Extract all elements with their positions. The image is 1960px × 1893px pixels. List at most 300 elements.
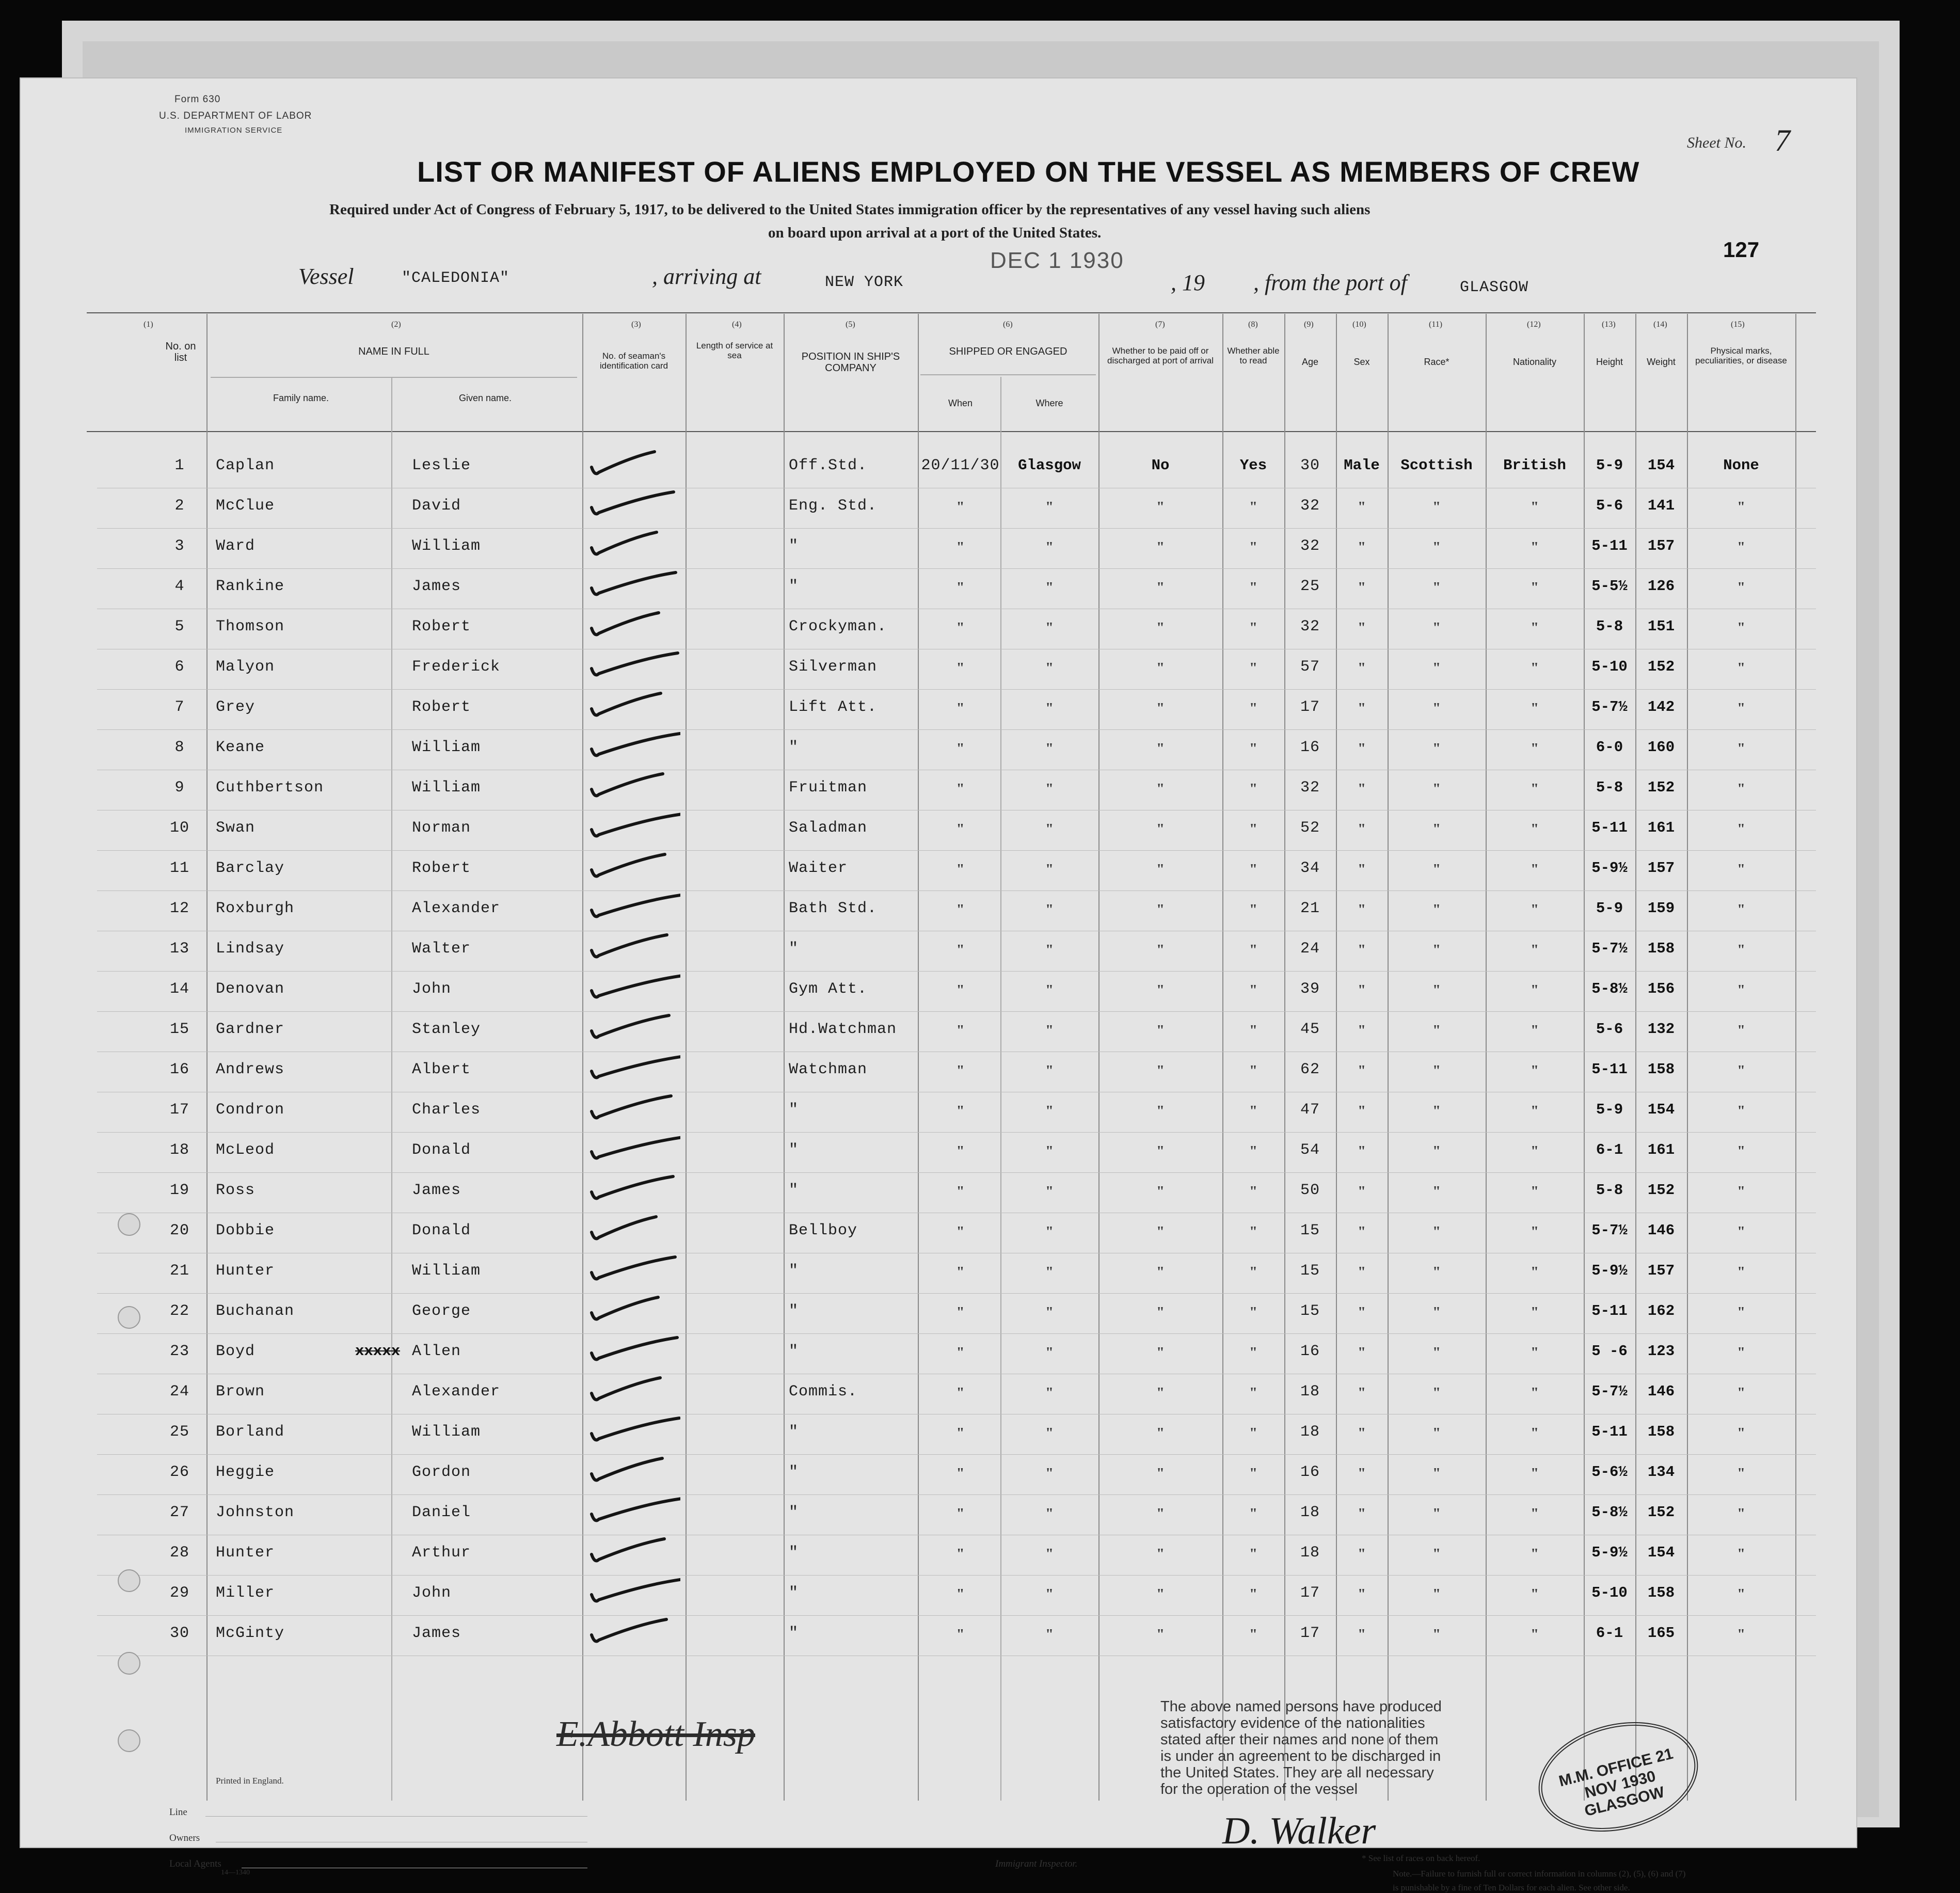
col-head-no: No. on list (165, 341, 196, 363)
col-head-weight: Weight (1647, 357, 1676, 367)
stamp-text: M.M. OFFICE 21 NOV 1930 GLASGOW (1557, 1745, 1675, 1820)
ditto-mark: " (956, 1586, 965, 1602)
ditto-mark: " (1531, 701, 1539, 717)
ditto-mark: " (1432, 741, 1441, 757)
ditto-mark: " (1432, 660, 1441, 676)
from-port: GLASGOW (1460, 279, 1529, 296)
ditto-mark: " (1156, 1627, 1165, 1643)
family-name: Miller (216, 1584, 275, 1602)
age: 32 (1300, 497, 1320, 515)
ditto-mark: " (1249, 982, 1257, 998)
ditto-mark: " (1358, 1466, 1366, 1482)
family-name: Hunter (216, 1262, 275, 1280)
check-mark-icon (587, 1171, 680, 1207)
ditto-mark: " (1737, 539, 1745, 555)
height: 5-6 (1596, 1021, 1623, 1038)
age: 30 (1300, 457, 1320, 474)
ditto-mark: " (1249, 1184, 1257, 1200)
ditto-mark: " (1249, 1103, 1257, 1119)
age: 52 (1300, 819, 1320, 837)
col-head-shipped: SHIPPED OR ENGAGED (949, 346, 1067, 357)
age: 62 (1300, 1061, 1320, 1078)
ditto-mark: " (1531, 862, 1539, 878)
ditto-mark: " (1249, 1143, 1257, 1159)
name-divider (391, 377, 392, 1801)
ditto-mark: " (1432, 1546, 1441, 1562)
check-mark-icon (587, 1493, 680, 1530)
col-head-name: NAME IN FULL (358, 346, 429, 357)
family-name: Boyd (216, 1343, 256, 1360)
ditto-mark: " (1531, 1345, 1539, 1361)
col-num-4: (4) (732, 320, 742, 329)
row-number: 30 (169, 1625, 189, 1642)
ditto-mark: " (1045, 660, 1054, 676)
family-name: Barclay (216, 860, 285, 877)
height: 6-0 (1596, 739, 1623, 756)
age: 18 (1300, 1544, 1320, 1562)
row-rule (97, 1454, 1816, 1455)
ditto-mark: " (956, 620, 965, 636)
position: Bath Std. (789, 900, 878, 917)
row-number: 24 (169, 1383, 189, 1401)
ditto-mark: " (956, 1023, 965, 1039)
check-mark-icon (587, 1091, 680, 1127)
ditto-mark: " (1531, 1143, 1539, 1159)
date-stamp: DEC 1 1930 (990, 248, 1124, 273)
ditto-mark: " (1432, 1506, 1441, 1522)
given-name: Robert (412, 698, 471, 716)
age: 47 (1300, 1101, 1320, 1119)
height: 5-8 (1596, 779, 1623, 796)
ditto-mark: " (1249, 1385, 1257, 1401)
ditto-mark: " (956, 1385, 965, 1401)
col-head-service: Length of service at sea (696, 341, 773, 360)
col-head-marks: Physical marks, peculiarities, or disease (1695, 346, 1787, 365)
ditto-mark: " (1156, 821, 1165, 837)
ditto-mark: " (1432, 620, 1441, 636)
col-num-9: (9) (1304, 320, 1314, 329)
able-to-read: Yes (1239, 457, 1267, 474)
col-head-where: Where (1035, 398, 1063, 408)
col-divider-12 (1584, 314, 1585, 1801)
binder-hole (118, 1652, 140, 1675)
weight: 134 (1647, 1464, 1675, 1481)
master-signature: D. Walker (1222, 1810, 1376, 1852)
ditto-mark: " (1156, 1184, 1165, 1200)
ditto-mark: " (1156, 1103, 1165, 1119)
height: 5-11 (1591, 1061, 1628, 1078)
family-name: Swan (216, 819, 256, 837)
position: " (789, 1464, 799, 1481)
family-name: Denovan (216, 980, 285, 998)
ditto-mark: " (1249, 1586, 1257, 1602)
height: 5-7½ (1591, 1222, 1628, 1239)
ditto-mark: " (1432, 1385, 1441, 1401)
ditto-mark: " (1737, 781, 1745, 797)
weight: 157 (1647, 1262, 1675, 1279)
ditto-mark: " (1249, 1023, 1257, 1039)
ditto-mark: " (1432, 862, 1441, 878)
sheet-label: Sheet No. (1687, 134, 1746, 151)
position: " (789, 940, 799, 958)
ditto-mark: " (1156, 942, 1165, 958)
struck-text: xxxxx (355, 1343, 401, 1360)
col-head-age: Age (1301, 357, 1319, 367)
ditto-mark: " (1531, 1224, 1539, 1240)
ditto-mark: " (1156, 580, 1165, 596)
check-mark-icon (587, 1574, 680, 1610)
ditto-mark: " (1045, 821, 1054, 837)
vessel-label: Vessel (298, 264, 354, 289)
age: 34 (1300, 860, 1320, 877)
ditto-mark: " (1249, 1506, 1257, 1522)
check-mark-icon (587, 1051, 680, 1087)
ditto-mark: " (1249, 701, 1257, 717)
name-subheader-rule (211, 377, 577, 378)
ditto-mark: " (956, 1425, 965, 1441)
given-name: Walter (412, 940, 471, 958)
check-mark-icon (587, 1010, 680, 1046)
ditto-mark: " (1737, 741, 1745, 757)
ditto-mark: " (1156, 781, 1165, 797)
ditto-mark: " (1531, 982, 1539, 998)
ditto-mark: " (1156, 1023, 1165, 1039)
ditto-mark: " (1737, 942, 1745, 958)
ditto-mark: " (1531, 781, 1539, 797)
ditto-mark: " (956, 660, 965, 676)
ditto-mark: " (956, 902, 965, 918)
row-number: 20 (169, 1222, 189, 1239)
age: 16 (1300, 1343, 1320, 1360)
position: " (789, 1584, 799, 1602)
given-name: Robert (412, 618, 471, 635)
office-stamp (1527, 1706, 1710, 1848)
inspector-signature: E.Abbott Insp (556, 1714, 755, 1754)
ditto-mark: " (1156, 701, 1165, 717)
col-divider-9 (1336, 314, 1337, 1801)
row-number: 8 (174, 739, 185, 756)
position: " (789, 1343, 799, 1360)
age: 32 (1300, 537, 1320, 555)
ditto-mark: " (1737, 1385, 1745, 1401)
ditto-mark: " (1156, 1224, 1165, 1240)
position: Silverman (789, 658, 878, 676)
ditto-mark: " (1156, 539, 1165, 555)
ditto-mark: " (1432, 1345, 1441, 1361)
row-number: 22 (169, 1302, 189, 1320)
ditto-mark: " (1531, 741, 1539, 757)
height: 5-9½ (1591, 860, 1628, 877)
given-name: William (412, 1262, 481, 1280)
check-mark-icon (587, 1131, 680, 1167)
from-port-label: , from the port of (1253, 270, 1407, 295)
check-mark-icon (587, 849, 680, 885)
manifest-sheet (20, 77, 1857, 1892)
ditto-mark: " (1432, 902, 1441, 918)
master-statement (1160, 1698, 1442, 1797)
row-number: 2 (174, 497, 185, 515)
row-rule (97, 689, 1816, 690)
position: Fruitman (789, 779, 868, 797)
ditto-mark: " (956, 781, 965, 797)
col-divider-15 (1795, 314, 1796, 1801)
position: Commis. (789, 1383, 858, 1401)
col-divider-14 (1687, 314, 1688, 1801)
given-name: James (412, 1182, 461, 1199)
ditto-mark: " (1737, 499, 1745, 515)
ditto-mark: " (1045, 982, 1054, 998)
ditto-mark: " (1737, 1264, 1745, 1280)
ditto-mark: " (1432, 1627, 1441, 1643)
ditto-mark: " (1358, 1345, 1366, 1361)
weight: 151 (1647, 618, 1675, 635)
weight: 132 (1647, 1021, 1675, 1038)
ditto-mark: " (956, 982, 965, 998)
family-name: Hunter (216, 1544, 275, 1562)
row-number: 5 (174, 618, 185, 635)
col-num-7: (7) (1155, 320, 1165, 329)
col-head-height: Height (1596, 357, 1623, 367)
ditto-mark: " (1249, 1466, 1257, 1482)
weight: 123 (1647, 1343, 1675, 1360)
ditto-mark: " (956, 1264, 965, 1280)
ditto-mark: " (1249, 499, 1257, 515)
table-header-rule (87, 431, 1816, 432)
ditto-mark: " (1432, 781, 1441, 797)
row-number: 14 (169, 980, 189, 998)
given-name: William (412, 739, 481, 756)
ditto-mark: " (1249, 1063, 1257, 1079)
given-name: William (412, 779, 481, 797)
row-number: 6 (174, 658, 185, 676)
check-mark-icon (587, 1292, 680, 1328)
statement-line: satisfactory evidence of the nationalities (1160, 1715, 1425, 1731)
ditto-mark: " (1432, 1063, 1441, 1079)
ditto-mark: " (1045, 1305, 1054, 1321)
height: 5-9½ (1591, 1544, 1628, 1561)
weight: 146 (1647, 1383, 1675, 1400)
ditto-mark: " (1358, 499, 1366, 515)
ditto-mark: " (1432, 1305, 1441, 1321)
ditto-mark: " (1737, 1224, 1745, 1240)
weight: 154 (1647, 1544, 1675, 1561)
check-mark-icon (587, 728, 680, 765)
check-mark-icon (587, 769, 680, 805)
given-name: John (412, 980, 452, 998)
ditto-mark: " (1249, 1224, 1257, 1240)
inspector-label: Immigrant Inspector. (995, 1858, 1078, 1869)
ditto-mark: " (1045, 1023, 1054, 1039)
nationality: British (1503, 457, 1566, 474)
statement-line: for the operation of the vessel (1160, 1781, 1358, 1797)
check-mark-icon (587, 567, 680, 603)
binder-hole (118, 1306, 140, 1329)
ditto-mark: " (1432, 1466, 1441, 1482)
family-name: Johnston (216, 1504, 295, 1521)
family-name: Cuthbertson (216, 779, 324, 797)
line-rule (205, 1816, 587, 1817)
family-name: Grey (216, 698, 256, 716)
family-name: Ross (216, 1182, 256, 1199)
position: " (789, 739, 799, 756)
check-mark-icon (587, 527, 680, 563)
shipped-when: 20/11/30 (921, 457, 1000, 474)
ditto-mark: " (1249, 539, 1257, 555)
ditto-mark: " (1045, 902, 1054, 918)
col-divider-3 (686, 314, 687, 1801)
height: 5-9 (1596, 1101, 1623, 1118)
ditto-mark: " (1156, 1385, 1165, 1401)
ditto-mark: " (1531, 1506, 1539, 1522)
col-head-family: Family name. (273, 393, 329, 403)
col-head-read: Whether able to read (1227, 346, 1280, 365)
row-rule (97, 1615, 1816, 1616)
height: 5-7½ (1591, 698, 1628, 715)
height: 6-1 (1596, 1625, 1623, 1642)
check-mark-icon (587, 1614, 680, 1650)
row-rule (97, 729, 1816, 730)
weight: 142 (1647, 698, 1675, 715)
ditto-mark: " (1156, 902, 1165, 918)
ditto-mark: " (1156, 1264, 1165, 1280)
ditto-mark: " (1045, 942, 1054, 958)
position: " (789, 537, 799, 555)
age: 39 (1300, 980, 1320, 998)
statement-line: is under an agreement to be discharged in (1160, 1748, 1441, 1764)
row-number: 23 (169, 1343, 189, 1360)
form-code: 14—1340 (221, 1869, 250, 1876)
col-num-5: (5) (846, 320, 855, 329)
given-name: John (412, 1584, 452, 1602)
given-name: Robert (412, 860, 471, 877)
weight: 156 (1647, 980, 1675, 997)
row-number: 11 (169, 860, 189, 877)
ditto-mark: " (1531, 1264, 1539, 1280)
ditto-mark: " (1737, 1546, 1745, 1562)
col-num-6: (6) (1003, 320, 1013, 329)
col-divider-8 (1284, 314, 1285, 1801)
col-head-sex: Sex (1353, 357, 1370, 367)
ditto-mark: " (1358, 701, 1366, 717)
given-name: Donald (412, 1141, 471, 1159)
position: " (789, 1423, 799, 1441)
row-number: 9 (174, 779, 185, 797)
position: " (789, 1302, 799, 1320)
row-number: 16 (169, 1061, 189, 1078)
binder-hole (118, 1569, 140, 1592)
age: 17 (1300, 1584, 1320, 1602)
page-number: 127 (1723, 237, 1760, 262)
ditto-mark: " (1249, 1345, 1257, 1361)
ditto-mark: " (1531, 1425, 1539, 1441)
family-name: Thomson (216, 618, 285, 635)
ditto-mark: " (1358, 1546, 1366, 1562)
ditto-mark: " (1156, 1345, 1165, 1361)
department-label: U.S. DEPARTMENT OF LABOR (159, 110, 312, 121)
ditto-mark: " (1432, 1586, 1441, 1602)
ditto-mark: " (956, 1184, 965, 1200)
printed-in-england: Printed in England. (216, 1776, 284, 1786)
col-head-position: POSITION IN SHIP'S COMPANY (801, 351, 900, 374)
family-name: Dobbie (216, 1222, 275, 1239)
col-num-15: (15) (1731, 320, 1745, 329)
given-name: Charles (412, 1101, 481, 1119)
height: 5-5½ (1591, 578, 1628, 595)
paid-off: No (1151, 457, 1170, 474)
physical-marks: None (1723, 457, 1759, 474)
ditto-mark: " (1045, 862, 1054, 878)
ditto-mark: " (1737, 1103, 1745, 1119)
given-name: James (412, 578, 461, 595)
height: 5 -6 (1591, 1343, 1628, 1360)
height: 5-9 (1596, 900, 1623, 917)
family-name: Brown (216, 1383, 265, 1401)
age: 16 (1300, 1464, 1320, 1481)
ditto-mark: " (1249, 1305, 1257, 1321)
ditto-mark: " (1358, 1305, 1366, 1321)
service-label: IMMIGRATION SERVICE (185, 126, 283, 135)
height: 5-8 (1596, 618, 1623, 635)
given-name: Alexander (412, 900, 501, 917)
given-name: Frederick (412, 658, 501, 676)
ditto-mark: " (1156, 660, 1165, 676)
col-num-3: (3) (631, 320, 641, 329)
ditto-mark: " (1249, 902, 1257, 918)
ditto-mark: " (956, 539, 965, 555)
ditto-mark: " (1045, 580, 1054, 596)
col-head-paid-off: Whether to be paid off or discharged at port of arrival (1107, 346, 1214, 365)
ditto-mark: " (1531, 902, 1539, 918)
col-num-13: (13) (1602, 320, 1616, 329)
ditto-mark: " (956, 1466, 965, 1482)
ditto-mark: " (1249, 821, 1257, 837)
ditto-mark: " (1156, 1425, 1165, 1441)
ditto-mark: " (1045, 701, 1054, 717)
weight: 159 (1647, 900, 1675, 917)
ditto-mark: " (1249, 660, 1257, 676)
ditto-mark: " (1358, 1627, 1366, 1643)
position: " (789, 1504, 799, 1521)
ditto-mark: " (1737, 1627, 1745, 1643)
height: 5-8½ (1591, 980, 1628, 997)
ditto-mark: " (1045, 1063, 1054, 1079)
ditto-mark: " (956, 1345, 965, 1361)
ditto-mark: " (1045, 499, 1054, 515)
weight: 154 (1647, 457, 1675, 474)
ditto-mark: " (1045, 1103, 1054, 1119)
row-number: 19 (169, 1182, 189, 1199)
row-rule (97, 1132, 1816, 1133)
family-name: Buchanan (216, 1302, 295, 1320)
shipped-where: Glasgow (1018, 457, 1081, 474)
family-name: Roxburgh (216, 900, 295, 917)
position: " (789, 1182, 799, 1199)
check-mark-icon (587, 1212, 680, 1248)
position: " (789, 1141, 799, 1159)
family-name: Malyon (216, 658, 275, 676)
position: Crockyman. (789, 618, 887, 635)
position: Lift Att. (789, 698, 878, 716)
check-mark-icon (587, 1332, 680, 1369)
col-num-1: (1) (144, 320, 153, 329)
age: 18 (1300, 1423, 1320, 1441)
age: 25 (1300, 578, 1320, 595)
col-divider-1 (206, 314, 208, 1801)
ditto-mark: " (1045, 539, 1054, 555)
col-num-2: (2) (391, 320, 401, 329)
ditto-mark: " (1045, 1506, 1054, 1522)
height: 5-6½ (1591, 1464, 1628, 1481)
